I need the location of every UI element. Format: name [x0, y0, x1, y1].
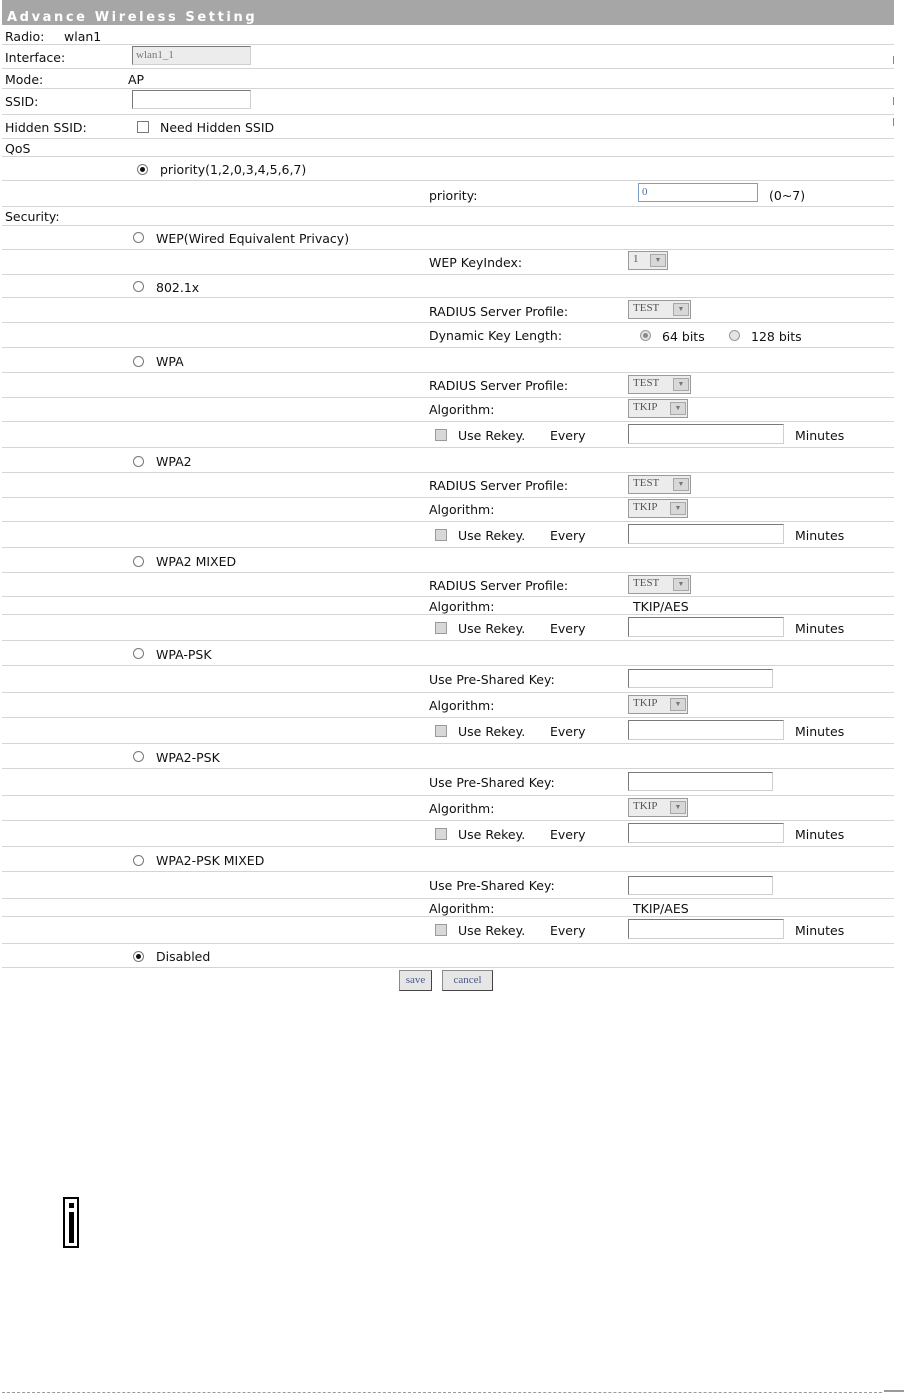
- hidden-ssid-label: Hidden SSID:: [5, 120, 87, 135]
- chevron-down-icon: ▼: [670, 801, 686, 814]
- wpa-psk-algo-label: Algorithm:: [429, 698, 495, 713]
- divider: [2, 372, 894, 373]
- chevron-down-icon: ▼: [673, 578, 689, 591]
- dot1x-radio[interactable]: [133, 281, 144, 292]
- wpa2-mixed-radius-select[interactable]: TEST ▼: [628, 575, 691, 594]
- divider: [2, 225, 894, 226]
- divider: [2, 820, 894, 821]
- wpa2-psk-rekey-input[interactable]: [628, 823, 784, 843]
- dot1x-option: 802.1x: [156, 280, 200, 295]
- chevron-down-icon: ▼: [673, 378, 689, 391]
- wpa2-psk-mixed-key-label: Use Pre-Shared Key:: [429, 878, 555, 893]
- wpa2-psk-algo-select[interactable]: TKIP ▼: [628, 798, 688, 817]
- wpa2-mixed-radius-label: RADIUS Server Profile:: [429, 578, 569, 593]
- save-button[interactable]: save: [399, 970, 432, 991]
- divider: [2, 521, 894, 522]
- chevron-down-icon: ▼: [670, 402, 686, 415]
- keylen-64-option: 64 bits: [662, 329, 705, 344]
- wep-option: WEP(Wired Equivalent Privacy): [156, 231, 350, 246]
- hidden-ssid-checkbox[interactable]: [137, 121, 149, 133]
- wpa-radius-select[interactable]: TEST ▼: [628, 375, 691, 394]
- wpa2-mixed-every-label: Every: [550, 621, 586, 636]
- chevron-down-icon: ▼: [673, 303, 689, 316]
- wpa-psk-radio[interactable]: [133, 648, 144, 659]
- divider: [2, 846, 894, 847]
- wpa2-mixed-radio[interactable]: [133, 556, 144, 567]
- divider: [2, 898, 894, 899]
- divider: [2, 640, 894, 641]
- divider: [2, 871, 894, 872]
- chevron-down-icon: ▼: [673, 478, 689, 491]
- divider: [2, 943, 894, 944]
- wpa2-psk-mixed-rekey-label: Use Rekey.: [458, 923, 526, 938]
- divider: [2, 138, 894, 139]
- wpa2-psk-mixed-option: WPA2-PSK MIXED: [156, 853, 265, 868]
- chevron-down-icon: ▼: [670, 698, 686, 711]
- edge-mark: [893, 97, 894, 105]
- ssid-label: SSID:: [5, 94, 39, 109]
- section-header: [2, 0, 894, 25]
- wpa2-mixed-minutes-label: Minutes: [795, 621, 845, 636]
- wpa2-mixed-option: WPA2 MIXED: [156, 554, 237, 569]
- footer-mark: [884, 1390, 904, 1392]
- wpa-option: WPA: [156, 354, 184, 369]
- wpa-radio[interactable]: [133, 356, 144, 367]
- keylen-128-option: 128 bits: [751, 329, 802, 344]
- wpa2-psk-key-label: Use Pre-Shared Key:: [429, 775, 555, 790]
- wpa2-psk-mixed-radio[interactable]: [133, 855, 144, 866]
- wpa2-psk-mixed-every-label: Every: [550, 923, 586, 938]
- divider: [2, 547, 894, 548]
- wpa2-algo-label: Algorithm:: [429, 502, 495, 517]
- wpa2-rekey-input[interactable]: [628, 524, 784, 544]
- divider: [2, 768, 894, 769]
- wpa-rekey-checkbox[interactable]: [435, 429, 447, 441]
- divider: [2, 297, 894, 298]
- dot1x-radius-select[interactable]: TEST ▼: [628, 300, 691, 319]
- wpa-radius-label: RADIUS Server Profile:: [429, 378, 569, 393]
- wpa2-mixed-algo-label: Algorithm:: [429, 599, 495, 614]
- wpa-psk-rekey-checkbox[interactable]: [435, 725, 447, 737]
- hidden-ssid-option: Need Hidden SSID: [160, 120, 275, 135]
- wpa2-psk-mixed-algo-label: Algorithm:: [429, 901, 495, 916]
- divider: [2, 743, 894, 744]
- wpa2-mixed-rekey-checkbox[interactable]: [435, 622, 447, 634]
- wpa-rekey-input[interactable]: [628, 424, 784, 444]
- divider: [2, 156, 894, 157]
- divider: [2, 206, 894, 207]
- disabled-radio[interactable]: [133, 951, 144, 962]
- divider: [2, 180, 894, 181]
- wpa2-mixed-rekey-label: Use Rekey.: [458, 621, 526, 636]
- divider: [2, 916, 894, 917]
- wpa2-every-label: Every: [550, 528, 586, 543]
- edge-mark: [893, 56, 894, 64]
- priority-input[interactable]: 0: [638, 183, 758, 202]
- keylen-64-radio[interactable]: [640, 330, 651, 341]
- divider: [2, 447, 894, 448]
- wpa2-psk-mixed-key-input[interactable]: [628, 876, 773, 895]
- wpa2-rekey-label: Use Rekey.: [458, 528, 526, 543]
- radio-value: wlan1: [64, 29, 102, 44]
- divider: [2, 421, 894, 422]
- wep-keyindex-select[interactable]: 1 ▼: [628, 251, 668, 270]
- cancel-button[interactable]: cancel: [442, 970, 493, 991]
- wpa2-psk-mixed-rekey-input[interactable]: [628, 919, 784, 939]
- divider: [2, 795, 894, 796]
- wpa2-psk-algo-label: Algorithm:: [429, 801, 495, 816]
- wpa2-algo-select[interactable]: TKIP ▼: [628, 499, 688, 518]
- divider: [2, 114, 894, 115]
- priority-label: priority:: [429, 188, 478, 203]
- wpa2-psk-rekey-checkbox[interactable]: [435, 828, 447, 840]
- wpa2-rekey-checkbox[interactable]: [435, 529, 447, 541]
- divider: [2, 572, 894, 573]
- ssid-input[interactable]: [132, 90, 251, 109]
- mode-label: Mode:: [5, 72, 44, 87]
- wpa2-psk-option: WPA2-PSK: [156, 750, 220, 765]
- qos-priority-radio[interactable]: [137, 164, 148, 175]
- security-label: Security:: [5, 209, 60, 224]
- chevron-down-icon: ▼: [650, 254, 666, 267]
- wpa-psk-every-label: Every: [550, 724, 586, 739]
- wpa-rekey-label: Use Rekey.: [458, 428, 526, 443]
- wpa-psk-algo-select[interactable]: TKIP ▼: [628, 695, 688, 714]
- divider: [2, 68, 894, 69]
- wpa-psk-rekey-input[interactable]: [628, 720, 784, 740]
- dot1x-radius-label: RADIUS Server Profile:: [429, 304, 569, 319]
- chevron-down-icon: ▼: [670, 502, 686, 515]
- wpa-psk-minutes-label: Minutes: [795, 724, 845, 739]
- wpa2-radio[interactable]: [133, 456, 144, 467]
- wpa-algo-select[interactable]: TKIP ▼: [628, 399, 688, 418]
- wpa2-psk-radio[interactable]: [133, 751, 144, 762]
- wpa2-radius-label: RADIUS Server Profile:: [429, 478, 569, 493]
- disabled-option: Disabled: [156, 949, 211, 964]
- info-icon: [63, 1197, 79, 1248]
- wpa-algo-label: Algorithm:: [429, 402, 495, 417]
- wpa-psk-key-input[interactable]: [628, 669, 773, 688]
- divider: [2, 44, 894, 45]
- divider: [2, 274, 894, 275]
- divider: [2, 347, 894, 348]
- divider: [2, 249, 894, 250]
- divider: [2, 596, 894, 597]
- wpa-minutes-label: Minutes: [795, 428, 845, 443]
- wpa2-psk-mixed-algo-value: TKIP/AES: [633, 901, 689, 916]
- divider: [2, 692, 894, 693]
- wpa2-psk-every-label: Every: [550, 827, 586, 842]
- wpa-psk-key-label: Use Pre-Shared Key:: [429, 672, 555, 687]
- qos-label: QoS: [5, 141, 31, 156]
- interface-field[interactable]: wlan1_1: [132, 46, 251, 65]
- wep-keyindex-label: WEP KeyIndex:: [429, 255, 523, 270]
- wpa2-option: WPA2: [156, 454, 192, 469]
- interface-label: Interface:: [5, 50, 66, 65]
- wep-radio[interactable]: [133, 232, 144, 243]
- wpa2-minutes-label: Minutes: [795, 528, 845, 543]
- divider: [2, 497, 894, 498]
- wpa2-psk-key-input[interactable]: [628, 772, 773, 791]
- edge-mark: [893, 118, 894, 126]
- keylen-128-radio[interactable]: [729, 330, 740, 341]
- qos-priority-option: priority(1,2,0,3,4,5,6,7): [160, 162, 307, 177]
- divider: [2, 967, 894, 968]
- wpa2-psk-mixed-rekey-checkbox[interactable]: [435, 924, 447, 936]
- wpa2-psk-mixed-minutes-label: Minutes: [795, 923, 845, 938]
- divider: [2, 88, 894, 89]
- page-title: Advance Wireless Setting: [7, 10, 258, 25]
- divider: [2, 472, 894, 473]
- divider: [2, 322, 894, 323]
- wpa2-radius-select[interactable]: TEST ▼: [628, 475, 691, 494]
- mode-value: AP: [128, 72, 145, 87]
- wpa2-mixed-algo-value: TKIP/AES: [633, 599, 689, 614]
- divider: [2, 717, 894, 718]
- divider: [2, 614, 894, 615]
- footer-divider: [2, 1392, 882, 1393]
- priority-range: (0~7): [769, 188, 806, 203]
- wpa-psk-rekey-label: Use Rekey.: [458, 724, 526, 739]
- wpa-psk-option: WPA-PSK: [156, 647, 212, 662]
- divider: [2, 665, 894, 666]
- wpa-every-label: Every: [550, 428, 586, 443]
- divider: [2, 397, 894, 398]
- dot1x-keylen-label: Dynamic Key Length:: [429, 328, 563, 343]
- wpa2-psk-minutes-label: Minutes: [795, 827, 845, 842]
- wpa2-mixed-rekey-input[interactable]: [628, 617, 784, 637]
- wpa2-psk-rekey-label: Use Rekey.: [458, 827, 526, 842]
- radio-label: Radio:: [5, 29, 45, 44]
